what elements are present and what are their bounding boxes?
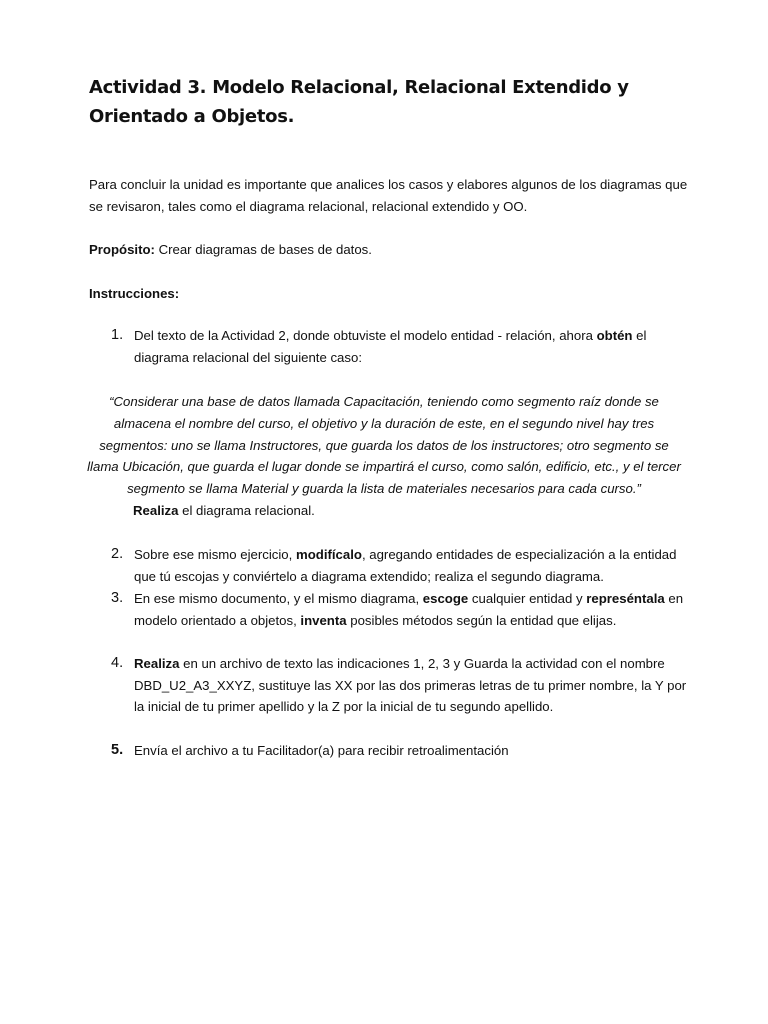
proposito-paragraph (89, 239, 689, 261)
case-quote: “Considerar una base de datos llamada Capacitación, teniendo como segmento raíz donde se almacena el nombre del curso, el objetivo y la duración de este, en el segundo nivel hay tres segmentos: uno se llama Instructores, que guarda los datos de los instructores; otro segmento se llama Ubicación, que guarda el lugar donde se impartirá el curso, como salón, edificio, etc., y el tercer segmento se llama Material y guarda la lista de materiales necesarios para cada curso.” (87, 394, 681, 497)
text-run: el diagrama relacional del siguiente caso: (134, 328, 647, 365)
emphasized-text: represéntala (586, 591, 665, 606)
realiza-label: Realiza (133, 503, 179, 518)
text-run: posibles métodos según la entidad que elijas. (346, 612, 617, 628)
text-run: cualquier entidad y (468, 591, 587, 606)
realiza-text: el diagrama relacional. (178, 503, 315, 518)
list-item-number: 2. (111, 546, 124, 562)
intro-paragraph: Para concluir la unidad es importante que analices los casos y elabores algunos de los diagramas que se revisaron, tales como el diagrama relacional, relacional extendido y OO. (89, 177, 688, 214)
list-item-text (134, 588, 689, 631)
emphasized-text: modifícalo (295, 547, 362, 562)
text-run: Envía el archivo a tu Facilitador(a) para recibir retroalimentación (134, 743, 509, 758)
realiza-line (133, 500, 673, 522)
instrucciones-heading: Instrucciones: (89, 286, 180, 301)
emphasized-text: obtén (596, 328, 633, 343)
text-run: Sobre ese mismo ejercicio, (134, 547, 296, 562)
text-run: en un archivo de texto las indicaciones 1, 2, 3 y Guarda la actividad con el nombre DBD_U2_A3_XXYZ, sustituye las XX por las dos primeras letras de tu primer nombre, la Y por la inicial de tu primer apellido y la Z por la inicial de tu segundo apellido. (134, 656, 687, 714)
list-item-number: 1. (111, 327, 124, 343)
text-run: , agregando entidades de especialización a la entidad que tú escojas y conviértelo a diagrama extendido; realiza el segundo diagrama. (134, 547, 677, 584)
emphasized-text: escoge (422, 591, 469, 606)
list-item-text (134, 544, 689, 587)
document-title: Actividad 3. Modelo Relacional, Relacional Extendido y Orientado a Objetos. (89, 77, 629, 127)
text-run: en modelo orientado a objetos, (134, 591, 684, 628)
list-item-text (134, 653, 689, 718)
list-item-number: 4. (111, 655, 124, 671)
list-item-text (134, 740, 689, 762)
proposito-label: Propósito: (89, 242, 155, 257)
list-item-number: 5. (111, 742, 124, 758)
emphasized-text: Realiza (134, 656, 180, 671)
emphasized-text: inventa (300, 612, 347, 628)
proposito-text: Crear diagramas de bases de datos. (154, 242, 372, 257)
list-item-text (134, 325, 689, 368)
text-run: En ese mismo documento, y el mismo diagrama, (134, 591, 423, 606)
list-item-number: 3. (111, 590, 124, 606)
text-run: Del texto de la Actividad 2, donde obtuviste el modelo entidad - relación, ahora (134, 328, 597, 343)
